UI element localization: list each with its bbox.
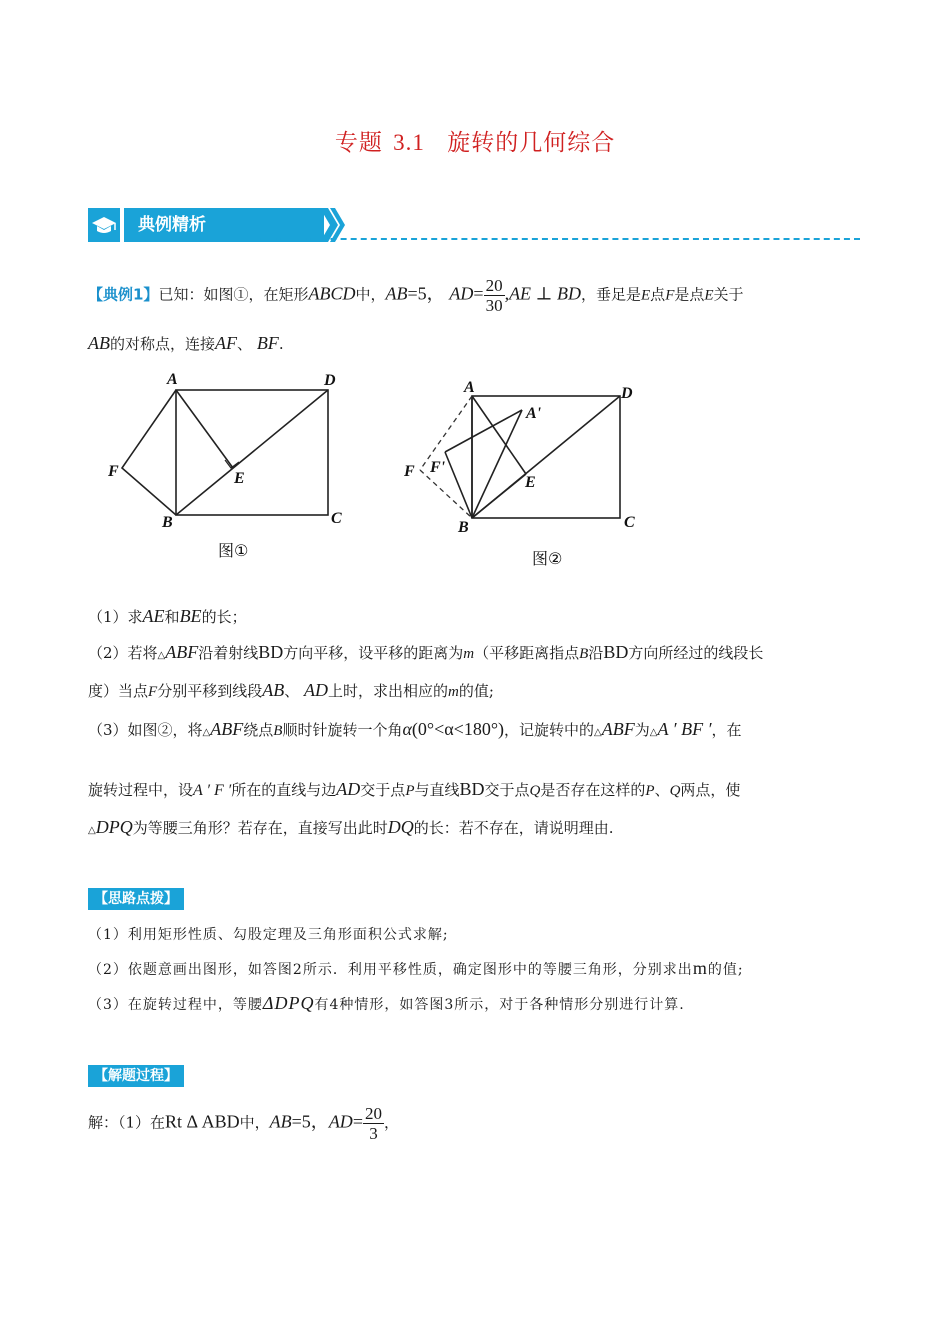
text: （1）求 <box>88 608 143 626</box>
math: ABF <box>165 642 199 662</box>
fig1-segment-ae <box>176 390 233 468</box>
text: ，在 <box>711 721 742 739</box>
math: m <box>448 684 459 700</box>
fig2-label-f: F <box>404 463 415 480</box>
text: 沿着射线 <box>198 644 259 662</box>
text: 旋转过程中，设 <box>88 781 194 799</box>
hint-line-3 <box>88 992 685 1016</box>
text: 方向所经过的线段长 <box>628 644 764 662</box>
text: 沿 <box>588 644 604 662</box>
fig1-label-a: A <box>167 371 178 388</box>
math: P <box>645 783 655 799</box>
fig1-label-b: B <box>162 514 173 531</box>
question-2-line-2 <box>88 679 494 703</box>
math: AB <box>269 1111 292 1132</box>
hint-tag <box>88 888 184 909</box>
math: Rt Δ ABD <box>165 1111 240 1132</box>
math: = <box>473 283 484 304</box>
math: F <box>148 684 158 700</box>
fig1-label-c: C <box>331 510 342 527</box>
text: 绕点 <box>243 721 274 739</box>
text: 分别平移到线段 <box>157 682 263 700</box>
fig2-segment-a1f1 <box>445 410 522 452</box>
text: 的长：若不存在，请说明理由. <box>413 819 614 837</box>
banner-chevron-icon <box>320 208 348 242</box>
fraction-ad-solution <box>363 1104 384 1143</box>
text: （平移距离指点 <box>474 644 580 662</box>
math: △ <box>157 650 166 661</box>
math: ΔDPQ <box>262 993 315 1013</box>
tag-label: 【思路点拨】 <box>88 888 184 910</box>
text: 的对称点，连接 <box>110 335 216 353</box>
math: △ <box>649 727 658 738</box>
math: BD <box>603 642 629 662</box>
math: Q <box>669 783 681 799</box>
text: 交于点 <box>484 781 530 799</box>
text: （3）在旋转过程中，等腰 <box>88 997 263 1013</box>
text: 、 <box>237 335 253 353</box>
math: AE <box>142 606 165 626</box>
text: 已知：如图①，在矩形 <box>158 285 309 304</box>
text: 顺时针旋转一个角 <box>282 721 403 739</box>
figure-2 <box>398 372 658 572</box>
text: 、 <box>654 781 670 799</box>
text: 的值; <box>707 962 744 978</box>
math: =5， <box>407 283 445 304</box>
math: m <box>692 958 708 978</box>
fig1-label-e: E <box>234 470 245 487</box>
title-main: 专题 <box>334 130 383 156</box>
text: 为等腰三角形？若存在，直接写出此时 <box>132 819 388 837</box>
fig2-label-a: A <box>464 379 475 396</box>
example-line-1 <box>88 276 744 315</box>
math: AD <box>304 680 328 700</box>
text: ，垂足是 <box>580 285 641 304</box>
math: AB <box>385 283 408 304</box>
fig2-label-a-prime: A' <box>526 405 542 422</box>
text: 的值; <box>458 682 494 700</box>
text: ， <box>383 1113 399 1132</box>
math: DPQ <box>95 817 133 837</box>
math: A ′ F ′ <box>193 782 232 799</box>
text: 中， <box>239 1113 270 1132</box>
math: AB <box>88 333 110 353</box>
math: BD <box>459 779 485 799</box>
text: 度）当点 <box>88 682 149 700</box>
text: （2）若将 <box>88 644 158 662</box>
math: DQ <box>387 817 414 837</box>
fig2-caption: 图② <box>532 549 563 568</box>
math: (0°<α<180°) <box>411 719 505 739</box>
math: A ′ BF ′ <box>657 719 712 739</box>
math: AD <box>328 1111 353 1132</box>
numerator: 20 <box>485 276 503 295</box>
math: B <box>579 646 589 662</box>
math: P <box>405 783 415 799</box>
question-1 <box>88 605 247 628</box>
fig1-diagonal-bd <box>176 390 328 515</box>
fig2-label-c: C <box>624 514 635 531</box>
math: B <box>273 723 283 739</box>
fig2-label-f-prime: F' <box>430 459 446 476</box>
math: △ <box>88 825 96 836</box>
example-line-2 <box>88 332 284 355</box>
tag-label: 【解题过程】 <box>88 1065 184 1087</box>
solution-tag <box>88 1065 184 1086</box>
text: . <box>278 335 284 353</box>
math: △ <box>202 727 211 738</box>
fig2-label-d: D <box>621 385 633 402</box>
text: 是否存在这样的 <box>540 781 646 799</box>
text: 关于 <box>713 285 744 304</box>
fraction-ad <box>484 276 505 315</box>
fig2-label-b: B <box>458 519 469 536</box>
example-tag: 【典例1】 <box>88 285 159 304</box>
hint-line-1: （1）利用矩形性质、勾股定理及三角形面积公式求解; <box>88 927 449 943</box>
fig2-segment-ae <box>472 396 526 474</box>
math: BF <box>256 333 279 353</box>
fig1-segments-af-bf <box>122 390 176 515</box>
math: = <box>352 1111 363 1132</box>
text: 交于点 <box>360 781 406 799</box>
question-3-line-1 <box>88 718 742 744</box>
page-title <box>0 124 950 157</box>
math: ABCD <box>308 283 356 304</box>
math: =5， <box>291 1111 329 1132</box>
text: 与直线 <box>414 781 460 799</box>
title-topic: 旋转的几何综合 <box>447 130 616 156</box>
fig2-segment-be <box>472 474 526 518</box>
graduation-cap-icon <box>88 208 120 242</box>
math: m <box>463 646 475 662</box>
fig1-caption: 图① <box>218 541 249 560</box>
title-number: 3.1 <box>393 130 425 155</box>
math: E <box>641 287 651 304</box>
text: 、 <box>284 682 300 700</box>
banner-label: 典例精析 <box>124 208 324 242</box>
numerator: 20 <box>364 1104 382 1123</box>
text: （3）如图②，将 <box>88 721 203 739</box>
hint-line-2 <box>88 957 744 981</box>
math: ABF <box>210 719 244 739</box>
text: 的长； <box>201 608 247 626</box>
math: AD <box>336 779 361 799</box>
text: （2）依题意画出图形，如答图2所示．利用平移性质，确定图形中的等腰三角形，分别求出 <box>88 962 693 978</box>
math: E <box>704 287 714 304</box>
text: 中， <box>355 285 386 304</box>
question-2-line-1 <box>88 641 763 667</box>
text: 解：（1）在 <box>88 1113 166 1132</box>
text: 所在的直线与边 <box>231 781 337 799</box>
text: 是点 <box>674 285 705 304</box>
question-3-line-3 <box>88 816 614 842</box>
figure-1 <box>100 365 360 565</box>
text: 为 <box>634 721 650 739</box>
question-3-line-2 <box>88 778 740 802</box>
math: α <box>402 719 412 739</box>
text: ，记旋转中的 <box>504 721 595 739</box>
banner-divider <box>250 238 860 240</box>
fig1-label-d: D <box>324 372 336 389</box>
fig1-label-f: F <box>108 463 119 480</box>
math: △ <box>594 727 602 738</box>
math: F <box>665 287 675 304</box>
fig2-label-e: E <box>525 474 536 491</box>
denominator: 30 <box>485 296 503 315</box>
text: 和 <box>164 608 180 626</box>
math: AB <box>262 680 285 700</box>
text: 方向平移，设平移的距离为 <box>283 644 464 662</box>
denominator: 3 <box>369 1124 378 1143</box>
math: AD <box>449 283 474 304</box>
math: ABF <box>601 719 635 739</box>
fig2-segment-f1b <box>445 452 472 518</box>
math: ,AE ⊥ BD <box>504 283 581 304</box>
solution-line-1 <box>88 1104 399 1143</box>
text: 上时，求出相应的 <box>328 682 449 700</box>
fig2-segment-ba1 <box>472 410 522 518</box>
fig2-dashed-af <box>420 396 472 470</box>
math: AF <box>215 333 238 353</box>
text: 有4种情形，如答图3所示，对于各种情形分别进行计算. <box>314 997 685 1013</box>
math: BE <box>179 606 202 626</box>
fig2-dashed-fb <box>420 470 472 518</box>
math: BD <box>258 642 284 662</box>
text: 点 <box>650 285 666 304</box>
math: Q <box>529 783 541 799</box>
text: 两点，使 <box>680 781 741 799</box>
